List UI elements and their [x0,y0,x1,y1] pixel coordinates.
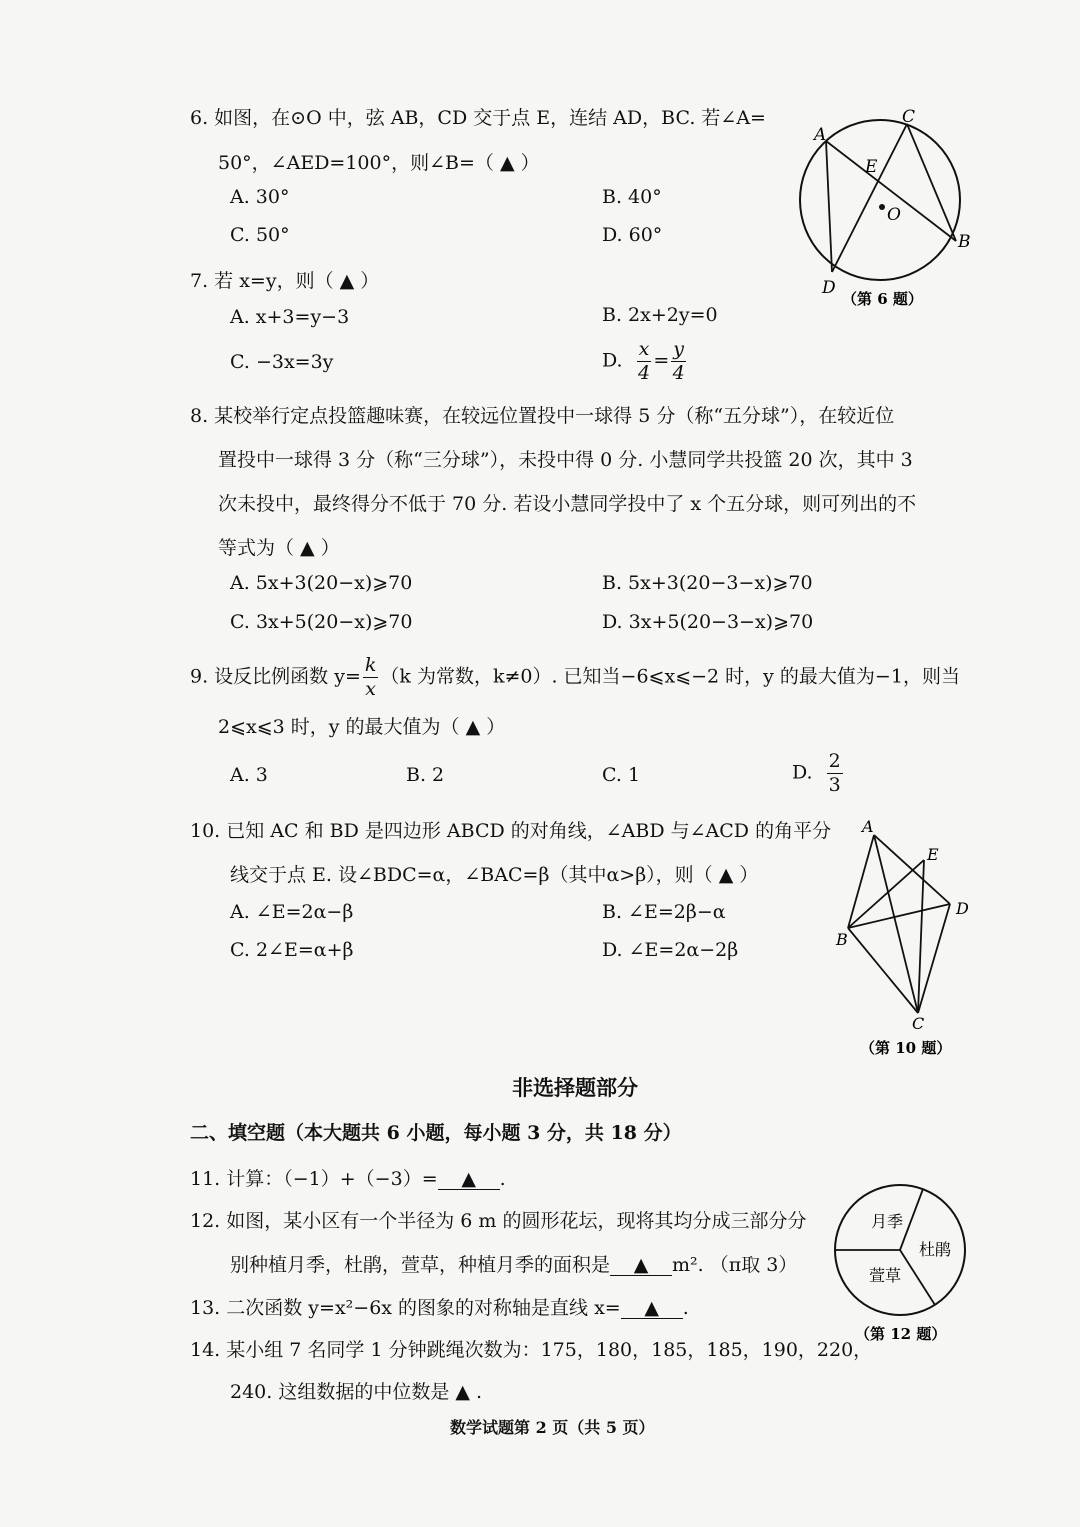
q10-option-b: B. ∠E=2β−α [602,901,726,923]
q14-line2: 240. 这组数据的中位数是 ▲ . [230,1381,483,1403]
q6-option-b: B. 40° [602,186,662,208]
q10-figure-caption: （第 10 题） [860,1039,952,1057]
q8-line4: 等式为（ ▲ ） [218,537,340,559]
q9-fraction-two-thirds: $\frac{2}{3}$ [828,750,841,796]
q10-figure [830,815,990,1060]
q9-option-d [792,752,845,795]
q9-line1-pre: 9. 设反比例函数 y= [190,665,361,688]
q6-chord-cd [832,124,907,272]
q7-equals: = [653,349,670,372]
q10-segment-bd [848,904,950,928]
q14-line1: 14. 某小组 7 名同学 1 分钟跳绳次数为：175，180，185，185，190，220， [190,1339,873,1361]
q6-option-a: A. 30° [230,186,290,208]
q9-fraction-k-over-x: $\frac{k}{x}$ [364,654,377,700]
q8-line2: 置投中一球得 3 分（称“三分球”），未投中得 0 分. 小慧同学共投篮 20 次，其中 3 [218,449,913,471]
q13-period: . [682,1297,689,1319]
q6-label-e: E [865,157,878,177]
page-footer: 数学试题第 2 页（共 5 页） [450,1418,655,1437]
q12-label-yueji: 月季 [871,1212,904,1231]
q6-label-a: A [814,125,827,145]
q13-answer-blank: ▲ [621,1299,683,1319]
q11-line [190,1170,506,1190]
q6-label-d: D [822,278,836,298]
q12-figure [825,1175,975,1350]
q10-label-d: D [956,899,969,918]
q6-label-c: C [902,107,916,127]
q7-option-d [602,340,688,383]
q9-option-b: B. 2 [406,764,445,786]
q12-line1: 12. 如图，某小区有一个半径为 6 m 的圆形花坛，现将其均分成三部分分 [190,1210,807,1232]
q13-stem: 13. 二次函数 y=x²−6x 的图象的对称轴是直线 x= [190,1297,621,1319]
q12-label-xuancao: 萱草 [869,1266,902,1285]
q9-option-a: A. 3 [230,764,268,786]
q6-option-d: D. 60° [602,224,663,246]
q13-line [190,1299,689,1319]
q6-segment-bc [907,124,956,241]
q8-option-d: D. 3x+5(20−3−x)⩾70 [602,611,814,633]
q7-fraction-x: $\frac{x}{4}$ [637,338,651,384]
q7-stem: 7. 若 x=y，则（ ▲ ） [190,270,380,292]
q11-answer-blank: ▲ [438,1170,500,1190]
q6-line2: 50°，∠AED=100°，则∠B=（ ▲ ） [218,152,540,174]
q8-option-c: C. 3x+5(20−x)⩾70 [230,611,413,633]
q12-label-dujuan: 杜鹃 [919,1240,952,1259]
q10-segment-cd [918,904,950,1013]
q12-figure-caption: （第 12 题） [855,1325,947,1343]
q10-label-b: B [836,930,848,949]
section-title: 非选择题部分 [512,1075,638,1100]
q7-option-c: C. −3x=3y [230,351,334,373]
q6-line1: 6. 如图，在⊙O 中，弦 AB，CD 交于点 E，连结 AD，BC. 若∠A= [190,107,766,129]
q10-bisector-ce [918,860,924,1013]
q10-line2: 线交于点 E. 设∠BDC=α，∠BAC=β（其中α>β），则（ ▲ ） [230,864,759,886]
q10-label-c: C [912,1014,925,1033]
q9-line1 [190,656,960,699]
q9-option-c: C. 1 [602,764,641,786]
q6-figure-caption: （第 6 题） [842,290,923,308]
q8-line1: 8. 某校举行定点投篮趣味赛，在较远位置投中一球得 5 分（称“五分球”），在较近位 [190,405,895,427]
q6-center-point [879,204,885,210]
q8-line3: 次未投中，最终得分不低于 70 分. 若设小慧同学投中了 x 个五分球，则可列出的不 [218,493,917,515]
q11-stem: 11. 计算：（−1）+（−3）= [190,1168,438,1190]
q10-option-d: D. ∠E=2α−2β [602,939,739,961]
q6-label-o: O [887,205,901,225]
q10-label-a: A [862,817,874,836]
q12-line2-pre: 别种植月季，杜鹃，萱草，种植月季的面积是 [230,1254,611,1276]
q12-answer-blank: ▲ [610,1256,672,1276]
q12-line2-post: m². （π取 3） [672,1254,798,1276]
q9-line1-post: （k 为常数，k≠0）. 已知当−6⩽x⩽−2 时，y 的最大值为−1，则当 [380,665,960,688]
q6-option-c: C. 50° [230,224,290,246]
q11-period: . [499,1168,506,1190]
q7-fraction-y: $\frac{y}{4}$ [672,338,685,384]
q10-bisector-be [848,860,924,928]
q10-label-e: E [927,845,939,864]
q8-option-b: B. 5x+3(20−3−x)⩾70 [602,572,813,594]
q7-option-d-label: D. [602,349,623,372]
q7-option-b: B. 2x+2y=0 [602,304,718,326]
q10-segment-ab [848,835,874,928]
part2-heading: 二、填空题（本大题共 6 小题，每小题 3 分，共 18 分） [190,1122,682,1144]
q12-line2 [230,1256,797,1276]
q6-figure [780,100,990,315]
q8-option-a: A. 5x+3(20−x)⩾70 [230,572,413,594]
q10-option-a: A. ∠E=2α−β [230,901,354,923]
q6-label-b: B [958,232,971,252]
q6-segment-ad [826,141,832,272]
q9-option-d-label: D. [792,761,813,784]
q10-option-c: C. 2∠E=α+β [230,939,354,961]
q9-line2: 2⩽x⩽3 时，y 的最大值为（ ▲ ） [218,716,506,738]
q10-line1: 10. 已知 AC 和 BD 是四边形 ABCD 的对角线，∠ABD 与∠ACD 的角平分 [190,820,832,842]
q7-option-a: A. x+3=y−3 [230,306,350,328]
